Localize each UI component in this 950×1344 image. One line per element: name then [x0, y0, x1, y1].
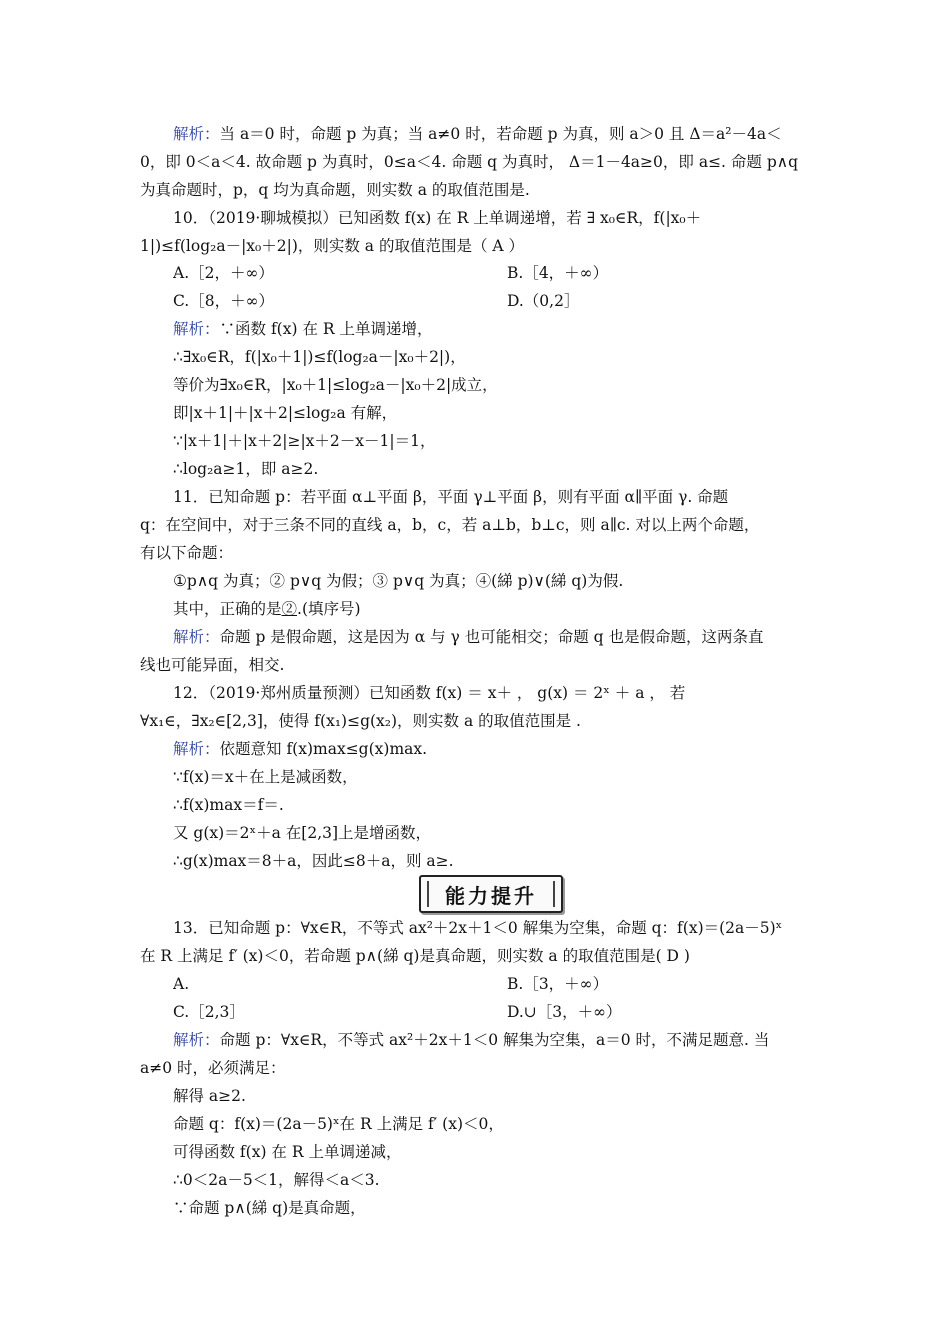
- section-header: 能力提升: [419, 875, 563, 913]
- question-12: 12．（2019·郑州质量预测）已知函数 f(x) ＝ x＋ ， g(x) ＝ 2ˣ ＋ a ， 若: [173, 684, 686, 702]
- text-line: 解得 a≥2.: [173, 1087, 246, 1105]
- analysis-label: 解析：: [173, 125, 220, 143]
- text-line: 解析：命题 p 是假命题，这是因为 α 与 γ 也可能相交；命题 q 也是假命题，这两条直: [173, 628, 764, 646]
- text-line: ∴f(x)max＝f＝.: [173, 796, 284, 814]
- option-a: A.: [173, 975, 190, 993]
- text-line: ∵f(x)＝x＋在上是减函数，: [173, 768, 358, 786]
- text-line: 0，即 0＜a＜4. 故命题 p 为真时，0≤a＜4. 命题 q 为真时， Δ＝1－4a≥0，即 a≤. 命题 p∧q: [140, 153, 799, 171]
- option-row: [173, 1002, 812, 1022]
- text-line: a≠0 时，必须满足：: [140, 1059, 286, 1077]
- text-line: 有以下命题：: [140, 544, 234, 562]
- option-row: [173, 263, 812, 283]
- text-line: 等价为∃x₀∈R，|x₀＋1|≤log₂a－|x₀＋2|成立，: [173, 376, 498, 394]
- option-c: C.［8，＋∞）: [173, 292, 275, 310]
- text-line: 解析：当 a＝0 时，命题 p 为真；当 a≠0 时，若命题 p 为真，则 a＞0 且 Δ＝a²－4a＜: [173, 125, 782, 143]
- text-line: 为真命题时，p，q 均为真命题，则实数 a 的取值范围是.: [140, 181, 530, 199]
- text-line: 解析：依题意知 f(x)max≤g(x)max.: [173, 740, 428, 758]
- option-row: [173, 974, 812, 994]
- text-line: ∀x₁∈，∃x₂∈[2,3]，使得 f(x₁)≤g(x₂)，则实数 a 的取值范围是 .: [140, 712, 581, 730]
- text-line: 解析：∵函数 f(x) 在 R 上单调递增，: [173, 320, 433, 338]
- option-d: D.∪［3，＋∞）: [507, 1003, 622, 1021]
- text-line: ∵|x＋1|＋|x＋2|≥|x＋2－x－1|＝1，: [173, 432, 436, 450]
- text-line: ∴g(x)max＝8＋a，因此≤8＋a，则 a≥.: [173, 852, 454, 870]
- option-a: A.［2，＋∞）: [173, 264, 274, 282]
- analysis-label: 解析：: [173, 740, 220, 758]
- text-line: 又 g(x)＝2ˣ＋a 在[2,3]上是增函数，: [173, 824, 432, 842]
- option-d: D.（0,2］: [507, 292, 580, 310]
- option-b: B.［3，＋∞）: [507, 975, 609, 993]
- text-line: 可得函数 f(x) 在 R 上单调递减，: [173, 1143, 402, 1161]
- option-b: B.［4，＋∞）: [507, 264, 609, 282]
- text-line: ∴0＜2a－5＜1，解得＜a＜3.: [173, 1171, 380, 1189]
- text-line: 其中，正确的是②.(填序号): [173, 600, 361, 618]
- question-13: 13．已知命题 p：∀x∈R，不等式 ax²＋2x＋1＜0 解集为空集，命题 q：f(x)＝(2a－5)ˣ: [173, 919, 783, 937]
- text-line: ∴∃x₀∈R，f(|x₀＋1|)≤f(log₂a－|x₀＋2|)，: [173, 348, 466, 366]
- text-line: 1|)≤f(log₂a－|x₀＋2|)，则实数 a 的取值范围是（ A ）: [140, 237, 525, 255]
- text-line: 在 R 上满足 f′ (x)＜0，若命题 p∧(綈 q)是真命题，则实数 a 的取值范围是( D ): [140, 947, 690, 965]
- question-10: 10．（2019·聊城模拟）已知函数 f(x) 在 R 上单调递增，若 ∃ x₀∈R，f(|x₀＋: [173, 209, 702, 227]
- option-c: C.［2,3］: [173, 1003, 245, 1021]
- option-row: [173, 291, 812, 311]
- text-line: q：在空间中，对于三条不同的直线 a，b，c，若 a⊥b，b⊥c，则 a∥c. 对以上两个命题，: [140, 516, 760, 534]
- analysis-label: 解析：: [173, 320, 220, 338]
- text-line: 线也可能异面，相交.: [140, 656, 285, 674]
- fill-answer: ②: [281, 600, 298, 618]
- text-line: ∵命题 p∧(綈 q)是真命题，: [173, 1199, 366, 1217]
- text-line: 命题 q：f(x)＝(2a－5)ˣ在 R 上满足 f′ (x)＜0，: [173, 1115, 504, 1133]
- text-line: ∴log₂a≥1，即 a≥2.: [173, 460, 319, 478]
- analysis-label: 解析：: [173, 1031, 220, 1049]
- text-line: 解析：命题 p：∀x∈R，不等式 ax²＋2x＋1＜0 解集为空集，a＝0 时，不满足题意. 当: [173, 1031, 770, 1049]
- question-11: 11．已知命题 p：若平面 α⊥平面 β，平面 γ⊥平面 β，则有平面 α∥平面 γ. 命题: [173, 488, 729, 506]
- analysis-label: 解析：: [173, 628, 220, 646]
- text-line: ①p∧q 为真；② p∨q 为假；③ p∨q 为真；④(綈 p)∨(綈 q)为假.: [173, 572, 624, 590]
- text-line: 即|x＋1|＋|x＋2|≤log₂a 有解，: [173, 404, 398, 422]
